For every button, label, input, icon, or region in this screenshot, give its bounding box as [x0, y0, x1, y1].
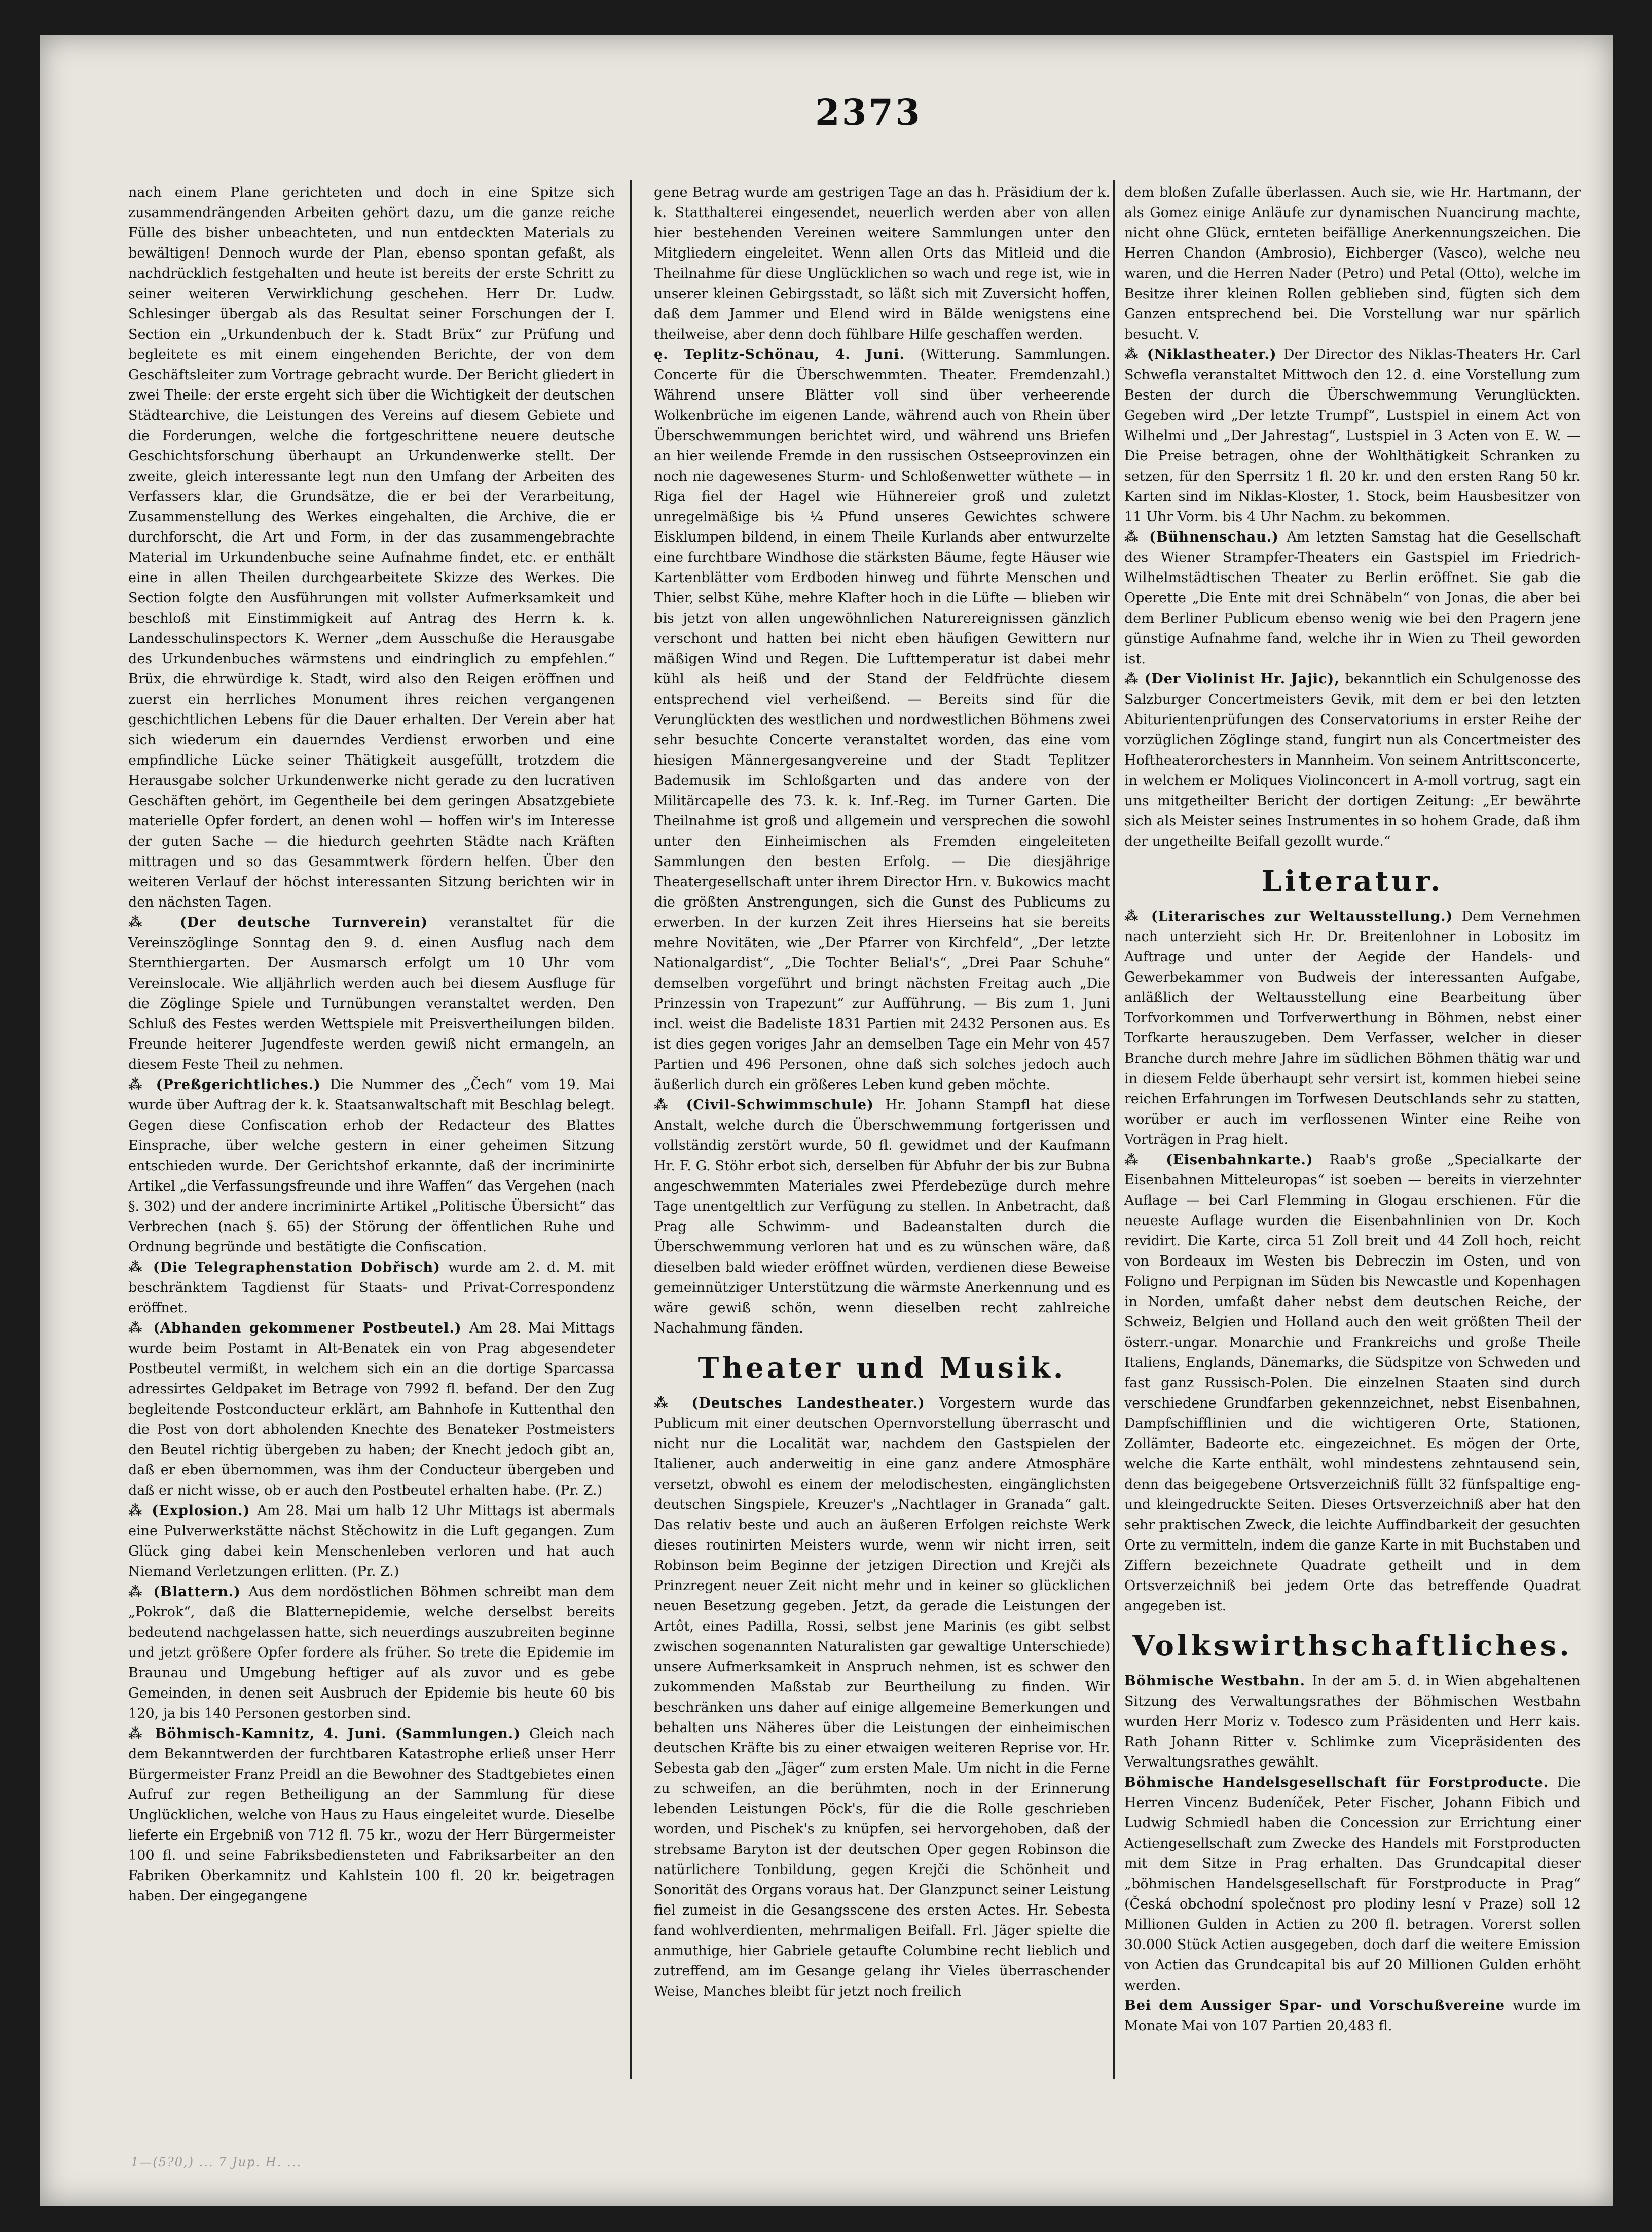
article-lead: Böhmische Handelsgesellschaft für Forstproducte. [1124, 1775, 1557, 1790]
article-lead: ⁂ (Civil-Schwimmschule) [654, 1097, 886, 1113]
column-right [1124, 183, 1581, 2084]
article-body: Dem Vernehmen nach unterzieht sich Hr. Dr. Breitenlohner in Lobositz im Auftrage und unter der Aegide der Handels- und Gewerbekammer von Budweis der interessanten Aufgabe, anläßlich der Weltausstellung eine Bearbeitung über Torfvorkommen und Torfverwerthung in Böhmen, nebst einer Torfkarte herauszugeben. Dem Verfasser, welcher in dieser Branche durch mehre Jahre im südlichen Böhmen thätig war und in diesem Felde überhaupt sehr versirt ist, kommen hiebei seine reichen Erfahrungen im Torfwesen Deutschlands sehr zu statten, worüber er auch im verflossenen Winter eine Reihe von Vorträgen in Prag hielt. [1124, 909, 1581, 1147]
article-lead: ⁂ (Blattern.) [128, 1584, 249, 1600]
article-paragraph [1124, 345, 1581, 527]
article-paragraph [654, 1393, 1110, 2002]
article-paragraph [654, 183, 1110, 345]
article-lead: ę. Teplitz-Schönau, 4. Juni. [654, 347, 921, 363]
article-body: (Witterung. Sammlungen. Concerte für die Überschwemmten. Theater. Fremdenzahl.) Während unsere Blätter voll sind über verheerende Wolkenbrüche im eigenen Lande, während auch von Rhein über Überschwemmungen berichtet wird, und während uns Briefen an hier weilende Fremde in den russischen Ostseeprovinzen ein noch nie dagewesenes Sturm- und Schloßenwetter wüthete — in Riga fiel der Hagel wie Hühnereier groß und zuletzt unregelmäßige bis ¼ Pfund unseres Gewichtes schwere Eisklumpen bildend, in einem Theile Kurlands aber entwurzelte eine furchtbare Windhose die stärksten Bäume, fegte Häuser wie Kartenblätter vom Erdboden hinweg und führte Menschen und Thier, selbst Kühe, mehre Klafter hoch in die Lüfte — blieben wir bis jetzt von allen ungewöhnlichen Naturereignissen gänzlich verschont und hatten bei nicht eben häufigen Gewittern nur mäßigen Wind und Regen. Die Lufttemperatur ist dabei mehr kühl als heiß und der Stand der Feldfrüchte diesem entsprechend viel verheißend. — Bereits sind für die Verunglückten des westlichen und nordwestlichen Böhmens zwei sehr besuchte Concerte veranstaltet worden, das eine vom hiesigen Männergesangvereine und der Stadt Teplitzer Bademusik im Schloßgarten und das andere von der Militärcapelle des 73. k. k. Inf.-Reg. im Turner Garten. Die Theilnahme ist groß und allgemein und versprechen die sowohl unter den Einheimischen als Fremden eingeleiteten Sammlungen den besten Erfolg. — Die diesjährige Theatergesellschaft unter ihrem Director Hrn. v. Bukowics macht die größten Anstrengungen, sich die Gunst des Publicums zu erwerben. In der kurzen Zeit ihres Hierseins hat sie bereits mehre Novitäten, wie „Der Pfarrer von Kirchfeld“, „Der letzte Nationalgardist“, „Die Tochter Belial's“, „Drei Paar Schuhe“ demselben vorgeführt und bringt nächsten Freitag auch „Die Prinzessin von Trapezunt“ zur Aufführung. — Bis zum 1. Juni incl. weist die Badeliste 1831 Partien mit 2432 Personen aus. Es ist dies gegen voriges Jahr an demselben Tage ein Mehr von 457 Partien und 496 Personen, ohne daß sich solches jedoch auch äußerlich durch ein größeres Leben kund geben möchte. [654, 347, 1110, 1093]
article-body: Aus dem nordöstlichen Böhmen schreibt man dem „Pokrok“, daß die Blatternepidemie, welche derselbst bereits bedeutend nachgelassen hatte, sich neuerdings auszubreiten beginne und jetzt größere Opfer fordere als früher. So trete die Epidemie im Braunau und Umgebung heftiger auf als zuvor und es gebe Gemeinden, in denen seit Ausbruch der Epidemie bis heute 60 bis 120, ja bis 140 Personen gestorben sind. [128, 1584, 615, 1721]
article-body: Am 28. Mai Mittags wurde beim Postamt in Alt-Benatek ein von Prag abgesendeter Postbeutel vermißt, in welchem sich ein an die dortige Sparcassa adressirtes Geldpaket im Betrage von 7992 fl. befand. Der den Zug begleitende Postconducteur erklärt, am Bahnhofe in Kuttenthal den die Post von dort abholenden Knechte des Benateker Postmeisters den Beutel richtig übergeben zu haben; der Knecht jedoch gibt an, daß er eben übernommen, was ihm der Conducteur übergeben und daß er nicht wisse, ob er auch den Postbeutel erhalten habe. (Pr. Z.) [128, 1320, 615, 1498]
article-paragraph [1124, 907, 1581, 1150]
article-lead: ⁂ (Der deutsche Turnverein) [128, 915, 449, 930]
article-body: Am letzten Samstag hat die Gesellschaft des Wiener Strampfer-Theaters ein Gastspiel im Friedrich-Wilhelmstädtischen Theater zu Berlin eröffnet. Sie gab die Operette „Die Ente mit drei Schnäbeln“ von Jonas, die aber bei dem Berliner Publicum ebenso wenig wie bei den Pragern jene günstige Aufnahme fand, welche ihr in Wien zu Theil geworden ist. [1124, 529, 1581, 667]
article-paragraph [1124, 1150, 1581, 1616]
article-paragraph [1124, 1773, 1581, 1996]
article-body: bekanntlich ein Schulgenosse des Salzburger Concertmeisters Gevik, mit dem er bei den letzten Abiturientenprüfungen des Conservatoriums in erster Reihe der vorzüglichen Zöglinge stand, fungirt nun als Concertmeister des Hoftheaterorchesters in Mannheim. Von seinem Antrittsconcerte, in welchem er Moliques Violinconcert in A-moll vortrug, sagt ein uns mitgetheilter Bericht der dortigen Zeitung: „Er bewährte sich als Meister seines Instrumentes in so hohem Grade, daß ihm der ungetheilte Beifall gezollt wurde.“ [1124, 671, 1581, 849]
article-lead: ⁂ (Abhanden gekommener Postbeutel.) [128, 1320, 470, 1336]
article-lead: Böhmische Westbahn. [1124, 1673, 1312, 1689]
article-body: veranstaltet für die Vereinszöglinge Sonntag den 9. d. einen Ausflug nach dem Sternthiergarten. Der Ausmarsch erfolgt um 10 Uhr vom Vereinslocale. Wie alljährlich werden auch bei diesem Ausfluge für die Zöglinge Spiele und Turnübungen veranstaltet werden. Den Schluß des Festes werden Wettspiele mit Preisvertheilungen bilden. Freunde heiterer Jugendfeste werden gewiß nicht ermangeln, an diesem Feste Theil zu nehmen. [128, 915, 615, 1072]
article-paragraph [128, 1582, 615, 1724]
article-body: Raab's große „Specialkarte der Eisenbahnen Mitteleuropas“ ist soeben — bereits in vierzehnter Auflage — bei Carl Flemming in Glogau erschienen. Für die neueste Auflage wurden die Eisenbahnlinien von Dr. Koch revidirt. Die Karte, circa 51 Zoll breit und 44 Zoll hoch, reicht von Bordeaux im Westen bis Debreczin im Osten, und von Foligno und Perpignan im Süden bis Newcastle und Kopenhagen in Norden, umfaßt daher nebst dem deutschen Reiche, der Schweiz, Belgien und Holland auch den weit größten Theil der österr.-ungar. Monarchie und Frankreichs und große Theile Italiens, Englands, Dänemarks, die Südspitze von Schweden und fast ganz Russisch-Polen. Die einzelnen Staaten sind durch verschiedene Grundfarben gekennzeichnet, nebst Eisenbahnen, Dampfschifflinien und die wichtigeren Orte, Stationen, Zollämter, Badeorte etc. eingezeichnet. Es mögen der Orte, welche die Karte enthält, wohl mindestens zehntausend sein, denn das beigegebene Ortsverzeichniß füllt 32 fünfspaltige eng- und kleingedruckte Seiten. Dieses Ortsverzeichniß aber hat den sehr praktischen Zweck, die leichte Auffindbarkeit der gesuchten Orte zu vermitteln, indem die ganze Karte in mit Buchstaben und Ziffern bezeichnete Quadrate getheilt und in dem Ortsverzeichniß bei jedem Orte das betreffende Quadrat angegeben ist. [1124, 1152, 1581, 1614]
article-body: Vorgestern wurde das Publicum mit einer deutschen Opernvorstellung überrascht und nicht nur die Localität war, nachdem den Gastspielen der Italiener, auch anderweitig in eine ganz andere Atmosphäre versetzt, obwohl es einem der melodischesten, eingänglichsten deutschen Singspiele, Kreuzer's „Nachtlager in Granada“ galt. Das relativ beste und auch an äußeren Erfolgen reichste Werk dieses routinirten Meisters wurde, wenn wir nicht irren, seit Robinson beim Beginne der jetzigen Direction und Krejči als Prinzregent neuer Zeit nicht mehr und in keiner so glücklichen neuen Besetzung gegeben. Jetzt, da gerade die Leistungen der Artôt, eines Padilla, Rossi, selbst jene Marinis (es gibt selbst zwischen sogenannten Naturalisten gar gewaltige Unterschiede) unsere Aufmerksamkeit in Anspruch nehmen, ist es schwer den zukommenden Maßstab zur Beurtheilung zu finden. Wir beschränken uns daher auf einige allgemeine Bemerkungen und behalten uns Näheres über die Leistungen der einheimischen deutschen Kräfte bis zu einer etwaigen weiteren Reprise vor. Hr. Sebesta gab den „Jäger“ zum ersten Male. Um nicht in die Ferne zu schweifen, an die berühmten, noch in der Erinnerung lebenden Leistungen Pöck's, für die die Rolle geschrieben worden, und Pischek's zu knüpfen, sei hervorgehoben, daß der strebsame Baryton ist der deutschen Oper gegen Robinson die natürlichere Tonbildung, gegen Krejči die Schönheit und Sonorität des Organs voraus hat. Der Glanzpunct seiner Leistung fiel zumeist in die Gesangsscene des ersten Actes. Hr. Sebesta fand wohlverdienten, mehrmaligen Beifall. Frl. Jäger spielte die anmuthige, hier Gabriele getaufte Columbine recht lieblich und zutreffend, am im Gesange gelang ihr Vieles überraschender Weise, Manches bleibt für jetzt noch freilich [654, 1395, 1110, 1999]
article-body: Hr. Johann Stampfl hat diese Anstalt, welche durch die Überschwemmung fortgerissen und vollständig zerstört wurde, 50 fl. gewidmet und der Kaufmann Hr. F. G. Stöhr erbot sich, derselben für Abfuhr der bis zur Bubna angeschwemmten Materiales zwei Pferdebezüge durch mehre Tage unentgeltlich zur Verfügung zu stellen. In Anbetracht, daß Prag alle Schwimm- und Badeanstalten durch die Überschwemmung verloren hat und es zu wünschen wäre, daß dieselben bald wieder eröffnet würden, verdienen diese Beweise gemeinnütziger Unterstützung die wärmste Anerkennung und es wäre gewiß schön, wenn dieselben recht zahlreiche Nachahmung fänden. [654, 1097, 1110, 1336]
article-body: In der am 5. d. in Wien abgehaltenen Sitzung des Verwaltungsrathes der Böhmischen Westbahn wurden Herr Moriz v. Todesco zum Präsidenten und Herr kais. Rath Johann Ritter v. Schlimke zum Vicepräsidenten des Verwaltungsrathes gewählt. [1124, 1673, 1581, 1770]
article-paragraph [128, 1075, 615, 1257]
article-paragraph [1124, 183, 1581, 345]
article-lead: Bei dem Aussiger Spar- und Vorschußvereine [1124, 1998, 1513, 2013]
section-heading: Theater und Musik. [697, 1351, 1067, 1385]
article-lead: ⁂ (Explosion.) [128, 1503, 258, 1519]
article-body: nach einem Plane gerichteten und doch in eine Spitze sich zusammendrängenden Arbeiten gehört dazu, um die ganze reiche Fülle des bisher unbeachteten, und nun entdeckten Materials zu bewältigen! Dennoch wurde der Plan, ebenso spontan gefaßt, als nachdrücklich festgehalten und heute ist bereits der erste Schritt zu seiner weiteren Verwirklichung geschehen. Herr Dr. Ludw. Schlesinger übergab als das Resultat seiner Forschungen der I. Section ein „Urkundenbuch der k. Stadt Brüx“ zur Prüfung und begleitete es mit einem eingehenden Berichte, der von dem Geschäftsleiter zum Vortrage gebracht wurde. Der Bericht gliedert in zwei Theile: der erste ergeht sich über die Wichtigkeit der deutschen Städtearchive, die Leistungen des Vereins auf diesem Gebiete und die Forderungen, welche die fortgeschrittene neuere deutsche Geschichtsforschung überhaupt an Urkundenwerke stellt. Der zweite, gleich interessante legt nun den Umfang der Arbeiten des Verfassers klar, die Grundsätze, die er bei der Verarbeitung, Zusammenstellung des Werkes eingehalten, die Archive, die er durchforscht, die Art und Form, in der das zusammengebrachte Material im Urkundenbuche seine Aufnahme findet, etc. er enthält eine in allen Theilen durchgearbeitete Skizze des Werkes. Die Section folgte den Ausführungen mit vollster Aufmerksamkeit und beschloß mit Einstimmigkeit auf Antrag des Herrn k. k. Landesschulinspectors K. Werner „dem Ausschuße die Herausgabe des Urkundenbuches wärmstens und eindringlich zu empfehlen.“ Brüx, die ehrwürdige k. Stadt, wird also den Reigen eröffnen und zuerst ein herrliches Monument ihres reichen vergangenen geschichtlichen Lebens für die Dauer erhalten. Der Verein aber hat sich wiederum ein dauerndes Verdienst erworben und eine empfindliche Lücke seiner Thätigkeit ausgefüllt, trotzdem die Herausgabe solcher Urkundenwerke nicht gerade zu den lucrativen Geschäften gehört, im Gegentheile bei dem geringen Absatzgebiete materielle Opfer fordert, an denen wohl — hoffen wir's im Interesse der guten Sache — die hiedurch geehrten Städte nach Kräften mittragen und so das Gesammtwerk fördern helfen. Über den weiteren Verlauf der höchst interessanten Sitzung berichten wir in den nächsten Tagen. [128, 185, 615, 910]
article-lead: ⁂ Böhmisch-Kamnitz, 4. Juni. (Sammlungen.) [128, 1726, 530, 1742]
article-body: wurde im Monate Mai von 107 Partien 20,483 fl. [1124, 1998, 1581, 2034]
section-heading: Literatur. [1261, 865, 1444, 898]
article-body: Die Herren Vincenz Budeníček, Peter Fischer, Johann Fibich und Ludwig Schmiedl haben die Concession zur Errichtung einer Actiengesellschaft zum Zwecke des Handels mit Forstproducten mit dem Sitze in Prag erhalten. Das Grundcapital dieser „böhmischen Handelsgesellschaft für Forstproducte in Prag“ (Česká obchodní společnost pro plodiny lesní v Praze) soll 12 Millionen Gulden in Actien zu 200 fl. betragen. Vorerst sollen 30.000 Stück Actien ausgegeben, doch darf die weitere Emission von Actien das Grundcapital bis auf 20 Millionen Gulden erhöht werden. [1124, 1775, 1581, 1993]
article-paragraph [654, 1095, 1110, 1339]
article-body: Die Nummer des „Čech“ vom 19. Mai wurde über Auftrag der k. k. Staatsanwaltschaft mit Beschlag belegt. Gegen diese Confiscation erhob der Redacteur des Blattes Einsprache, über welche gestern in einer geheimen Sitzung entschieden wurde. Der Gerichtshof erkannte, daß der incriminirte Artikel „die Verfassungsfreunde und ihre Waffen“ das Vergehen (nach §. 302) und der andere incriminirte Artikel „Politische Übersicht“ das Verbrechen (nach §. 65) der Störung der öffentlichen Ruhe und Ordnung begründe und bestätigte die Confiscation. [128, 1077, 615, 1255]
article-paragraph [128, 1257, 615, 1318]
article-paragraph [128, 1501, 615, 1582]
article-paragraph [128, 1318, 615, 1501]
article-lead: ⁂ (Der Violinist Hr. Jajic), [1124, 671, 1345, 687]
column-rule-left [630, 180, 632, 2079]
article-paragraph [1124, 527, 1581, 669]
column-middle [654, 183, 1110, 2084]
article-paragraph [654, 345, 1110, 1095]
article-paragraph [128, 183, 615, 913]
article-paragraph [1124, 1671, 1581, 1773]
handwritten-footer-note: 1—(5?0,) ... 7 Jup. H. ... [131, 2155, 302, 2169]
article-lead: ⁂ (Die Telegraphenstation Dobřisch) [128, 1259, 449, 1275]
section-heading: Volkswirthschaftliches. [1132, 1629, 1572, 1663]
article-body: Gleich nach dem Bekanntwerden der furchtbaren Katastrophe erließ unser Herr Bürgermeister Franz Preidl an die Bewohner des Stadtgebietes einen Aufruf zur regen Betheiligung an der Sammlung für diese Unglücklichen, welche von Haus zu Haus eingeleitet wurde. Dieselbe lieferte ein Ergebniß von 712 fl. 75 kr., wozu der Herr Bürgermeister 100 fl. und seine Fabriksbediensteten und Fabriksarbeiter an den Fabriken Oberkamnitz und Kahlstein 100 fl. 20 kr. beigetragen haben. Der eingegangene [128, 1726, 615, 1904]
article-lead: ⁂ (Niklastheater.) [1124, 347, 1283, 363]
article-lead: ⁂ (Eisenbahnkarte.) [1124, 1152, 1330, 1168]
column-rule-right [1113, 180, 1115, 2079]
article-paragraph [128, 913, 615, 1075]
newspaper-page [40, 35, 1613, 2206]
article-lead: ⁂ (Bühnenschau.) [1124, 529, 1287, 545]
article-body: Am 28. Mai um halb 12 Uhr Mittags ist abermals eine Pulverwerkstätte nächst Stěchowitz in die Luft gegangen. Zum Glück ging dabei kein Menschenleben verloren und hat auch Niemand Verletzungen erlitten. (Pr. Z.) [128, 1503, 615, 1579]
article-body: wurde am 2. d. M. mit beschränktem Tagdienst für Staats- und Privat-Correspondenz eröffnet. [128, 1259, 615, 1316]
article-paragraph [1124, 1996, 1581, 2036]
article-lead: ⁂ (Deutsches Landestheater.) [654, 1395, 939, 1411]
article-lead: ⁂ (Literarisches zur Weltausstellung.) [1124, 909, 1462, 924]
article-paragraph [128, 1724, 615, 1906]
article-body: gene Betrag wurde am gestrigen Tage an das h. Präsidium der k. k. Statthalterei eingesendet, neuerlich werden aber von allen hier bestehenden Vereinen weitere Sammlungen unter den Mitgliedern eingeleitet. Wenn allen Orts das Mitleid und die Theilnahme für diese Unglücklichen so wach und rege ist, wie in unserer kleinen Gebirgsstadt, so läßt sich mit Zuversicht hoffen, daß dem Jammer und Elend wird in Bälde wenigstens eine theilweise, aber denn doch fühlbare Hilfe geschaffen werden. [654, 185, 1110, 342]
column-left [128, 183, 615, 2084]
article-body: dem bloßen Zufalle überlassen. Auch sie, wie Hr. Hartmann, der als Gomez einige Anläufe zur dynamischen Nuancirung machte, nicht ohne Glück, ernteten beifällige Anerkennungszeichen. Die Herren Chandon (Ambrosio), Eichberger (Vasco), welche neu waren, und die Herren Nader (Petro) und Petal (Otto), welche im Besitze ihrer kleinen Rollen geblieben sind, fügten sich dem Ganzen entsprechend bei. Die Vorstellung war nur spärlich besucht. V. [1124, 185, 1581, 342]
article-paragraph [1124, 669, 1581, 852]
page-number: 2373 [815, 91, 922, 133]
article-lead: ⁂ (Preßgerichtliches.) [128, 1077, 330, 1093]
article-body: Der Director des Niklas-Theaters Hr. Carl Schwefla veranstaltet Mittwoch den 12. d. eine Vorstellung zum Besten der durch die Überschwemmung Verunglückten. Gegeben wird „Der letzte Trumpf“, Lustspiel in einem Act von Wilhelmi und „Der Jahrestag“, Lustspiel in 3 Acten von E. W. — Die Preise betragen, ohne der Wohlthätigkeit Schranken zu setzen, für den Sperrsitz 1 fl. 20 kr. und den ersten Rang 50 kr. Karten sind im Niklas-Kloster, 1. Stock, beim Hausbesitzer von 11 Uhr Vorm. bis 4 Uhr Nachm. zu bekommen. [1124, 347, 1581, 525]
